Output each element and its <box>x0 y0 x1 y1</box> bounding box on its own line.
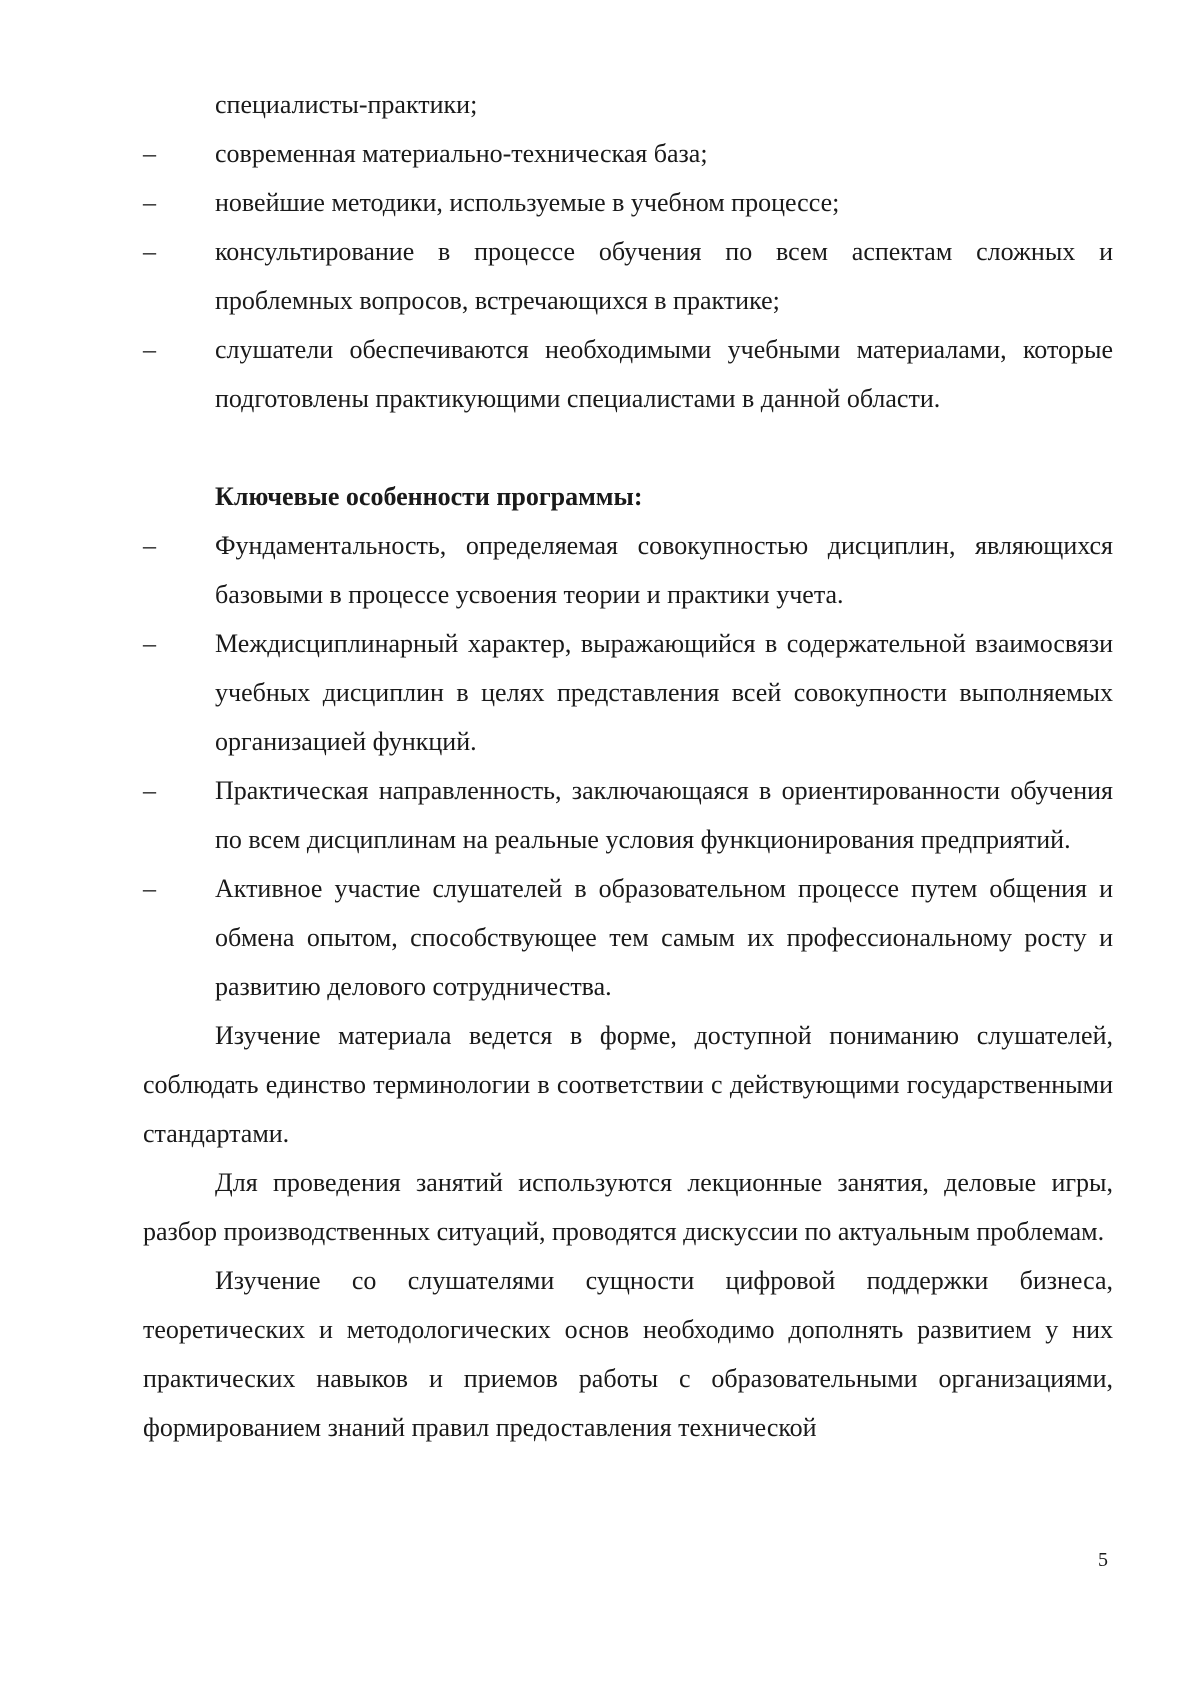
list-item <box>143 227 1113 325</box>
list-item-text: Активное участие слушателей в образовательном процессе путем общения и обмена опытом, способствующее тем самым их профессиональному росту и развитию делового сотрудничества. <box>215 874 1113 1001</box>
list-item <box>143 521 1113 619</box>
bullet-dash: – <box>143 874 156 903</box>
features-bullet-list <box>143 521 1113 1011</box>
list-item <box>143 766 1113 864</box>
bullet-dash: – <box>143 629 156 658</box>
list-item-text: Практическая направленность, заключающаяся в ориентированности обучения по всем дисциплинам на реальные условия функционирования предприятий. <box>215 776 1113 854</box>
list-item-text: современная материально-техническая база; <box>215 139 708 168</box>
top-bullet-list <box>143 129 1113 423</box>
bullet-dash: – <box>143 139 156 168</box>
bullet-dash: – <box>143 335 156 364</box>
list-continuation: специалисты-практики; <box>215 90 478 119</box>
body-paragraph: Для проведения занятий используются лекционные занятия, деловые игры, разбор производственных ситуаций, проводятся дискуссии по актуальным проблемам. <box>143 1168 1113 1246</box>
list-item-text: Междисциплинарный характер, выражающийся в содержательной взаимосвязи учебных дисциплин в целях представления всей совокупности выполняемых организацией функций. <box>215 629 1113 756</box>
page-number: 5 <box>1098 1549 1108 1571</box>
list-item-text: новейшие методики, используемые в учебном процессе; <box>215 188 840 217</box>
list-item <box>143 129 1113 178</box>
bullet-dash: – <box>143 237 156 266</box>
body-paragraph: Изучение материала ведется в форме, доступной пониманию слушателей, соблюдать единство терминологии в соответствии с действующими государственными стандартами. <box>143 1021 1113 1148</box>
list-item-text: консультирование в процессе обучения по всем аспектам сложных и проблемных вопросов, встречающихся в практике; <box>215 237 1113 315</box>
bullet-dash: – <box>143 776 156 805</box>
list-item-text: слушатели обеспечиваются необходимыми учебными материалами, которые подготовлены практикующими специалистами в данной области. <box>215 335 1113 413</box>
list-item <box>143 619 1113 766</box>
bullet-dash: – <box>143 188 156 217</box>
page-body <box>143 80 1113 1452</box>
list-item-text: Фундаментальность, определяемая совокупностью дисциплин, являющихся базовыми в процессе усвоения теории и практики учета. <box>215 531 1113 609</box>
features-heading: Ключевые особенности программы: <box>215 482 643 511</box>
list-item <box>143 325 1113 423</box>
bullet-dash: – <box>143 531 156 560</box>
section-spacer <box>143 423 1113 472</box>
list-item <box>143 178 1113 227</box>
body-paragraph: Изучение со слушателями сущности цифровой поддержки бизнеса, теоретических и методологических основ необходимо дополнять развитием у них практических навыков и приемов работы с образовательными организациями, формированием знаний правил предоставления технической <box>143 1266 1113 1442</box>
list-item <box>143 864 1113 1011</box>
